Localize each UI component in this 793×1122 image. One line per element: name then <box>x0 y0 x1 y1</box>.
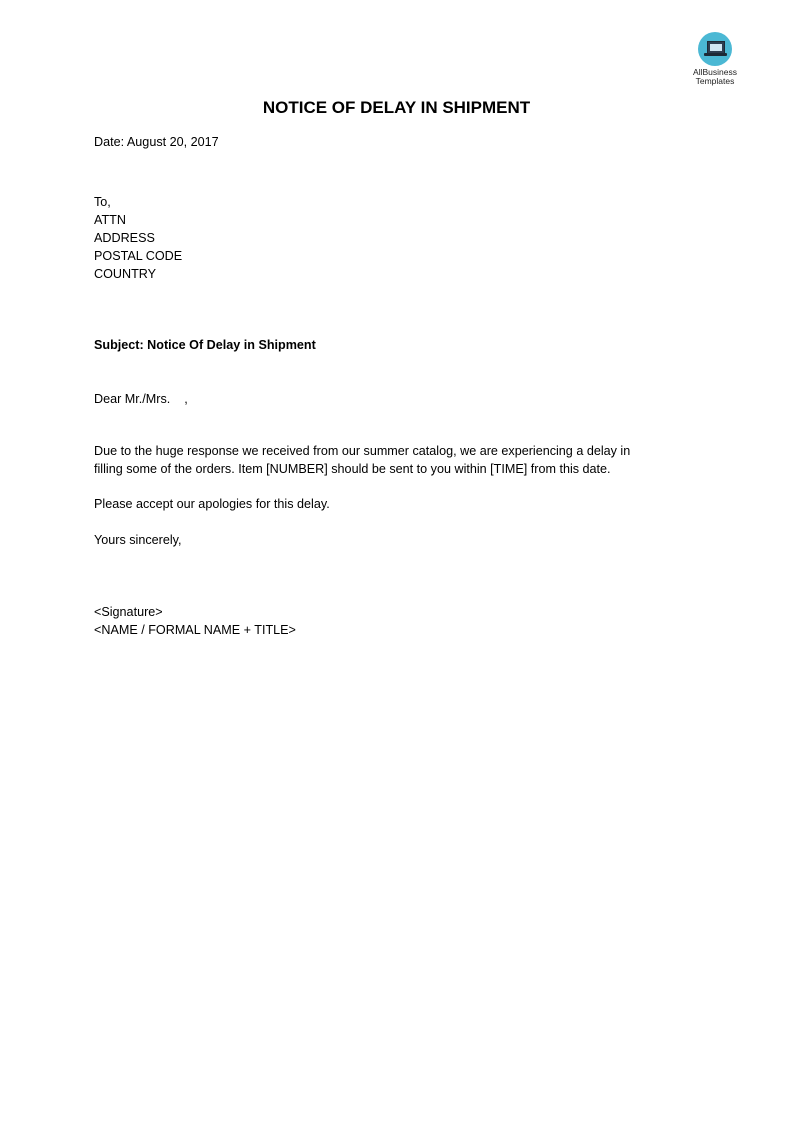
logo-line2: Templates <box>695 76 735 86</box>
date: Date: August 20, 2017 <box>94 135 219 149</box>
recipient-attn: ATTN <box>94 213 126 227</box>
recipient-to: To, <box>94 195 111 209</box>
recipient-postal-code: POSTAL CODE <box>94 249 183 263</box>
logo-line1: AllBusiness <box>693 67 737 77</box>
salutation: Dear Mr./Mrs. , <box>94 392 188 406</box>
document-title: NOTICE OF DELAY IN SHIPMENT <box>262 98 531 117</box>
closing: Yours sincerely, <box>94 533 182 547</box>
recipient-country: COUNTRY <box>94 267 157 281</box>
body-line-2: filling some of the orders. Item [NUMBER] should be sent to you within [TIME] from this date. <box>94 462 611 476</box>
signature: <Signature> <box>94 605 163 619</box>
laptop-icon <box>698 32 732 66</box>
allbusiness-templates-logo <box>686 32 744 86</box>
name-title: <NAME / FORMAL NAME + TITLE> <box>94 623 296 637</box>
body-line-1: Due to the huge response we received from our summer catalog, we are experiencing a delay in <box>94 444 631 458</box>
recipient-address: ADDRESS <box>94 231 155 245</box>
apology: Please accept our apologies for this delay. <box>94 497 330 511</box>
subject: Subject: Notice Of Delay in Shipment <box>94 338 316 352</box>
